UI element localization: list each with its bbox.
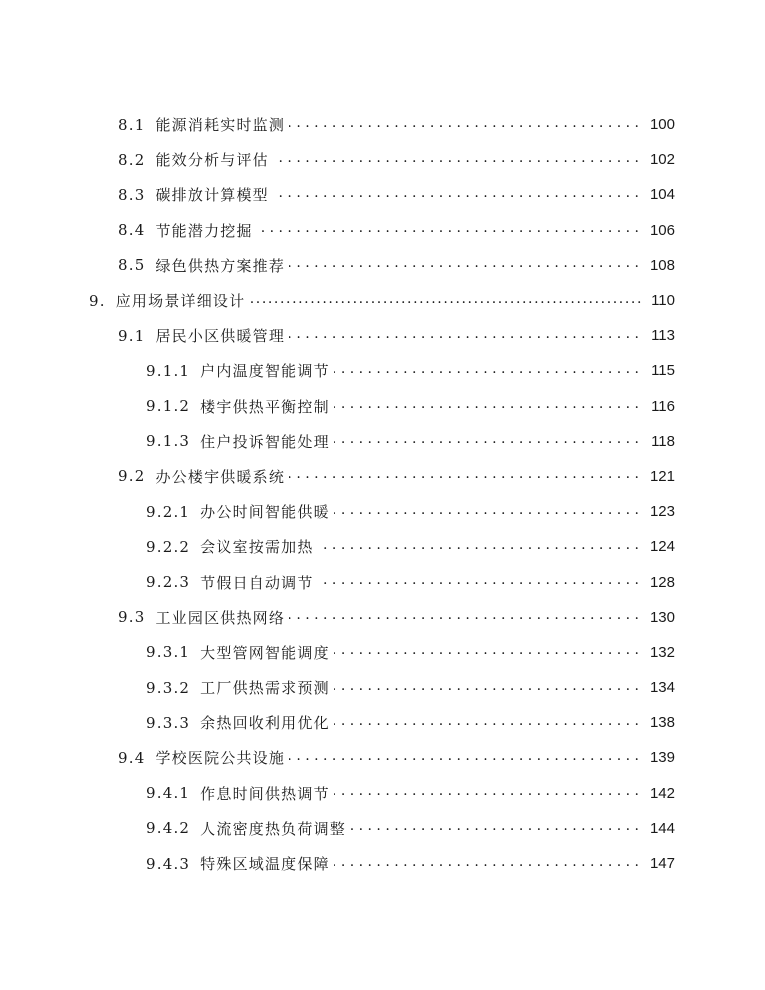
toc-entry[interactable] bbox=[0, 740, 765, 775]
toc-entry-page-number: 128 bbox=[649, 573, 675, 591]
toc-entry-number: 8.5 bbox=[118, 256, 146, 275]
toc-entry-number: 9.1.3 bbox=[146, 432, 191, 451]
toc-entry[interactable] bbox=[0, 283, 765, 318]
toc-entry-page-number: 110 bbox=[651, 292, 675, 310]
toc-entry-number: 9.4.3 bbox=[146, 854, 191, 873]
toc-entry-title: 碳排放计算模型 bbox=[155, 186, 269, 205]
toc-entry-title: 工业园区供热网络 bbox=[155, 608, 286, 627]
toc-entry-number: 9.2.1 bbox=[146, 502, 191, 521]
toc-entry[interactable] bbox=[0, 353, 765, 388]
toc-entry-number: 9.4 bbox=[118, 748, 146, 767]
toc-dot-leader bbox=[334, 855, 639, 873]
toc-entry-title: 学校医院公共设施 bbox=[155, 749, 286, 768]
toc-entry-page-number: 100 bbox=[649, 116, 675, 134]
toc-entry-page-number: 104 bbox=[649, 186, 675, 204]
toc-entry-page-number: 132 bbox=[649, 643, 675, 661]
toc-dot-leader bbox=[334, 714, 639, 732]
toc-dot-leader bbox=[289, 256, 639, 274]
toc-entry-page-number: 113 bbox=[651, 327, 675, 345]
toc-dot-leader bbox=[350, 819, 639, 837]
toc-dot-leader bbox=[334, 432, 639, 450]
toc-entry[interactable] bbox=[0, 811, 765, 846]
toc-entry-page-number: 115 bbox=[651, 362, 675, 380]
toc-dot-leader bbox=[289, 608, 639, 626]
toc-dot-leader bbox=[273, 151, 639, 169]
toc-dot-leader bbox=[257, 221, 639, 239]
toc-entry-number: 9.2 bbox=[118, 467, 146, 486]
toc-entry-title: 会议室按需加热 bbox=[200, 538, 314, 557]
toc-entry[interactable] bbox=[0, 705, 765, 740]
toc-entry[interactable] bbox=[0, 564, 765, 599]
toc-entry-number: 9.3.3 bbox=[146, 713, 191, 732]
toc-entry-number: 9.1.1 bbox=[146, 361, 191, 380]
toc-entry-page-number: 118 bbox=[651, 432, 675, 450]
toc-entry[interactable] bbox=[0, 776, 765, 811]
toc-entry[interactable] bbox=[0, 529, 765, 564]
toc-entry-page-number: 144 bbox=[649, 819, 675, 837]
toc-entry-number: 8.4 bbox=[118, 221, 146, 240]
toc-entry[interactable] bbox=[0, 846, 765, 881]
toc-entry-title: 应用场景详细设计 bbox=[115, 292, 246, 311]
toc-entry[interactable] bbox=[0, 389, 765, 424]
toc-entry-title: 工厂供热需求预测 bbox=[200, 679, 330, 698]
toc-dot-leader bbox=[334, 503, 639, 521]
toc-dot-leader bbox=[334, 397, 639, 415]
toc-entry-title: 大型管网智能调度 bbox=[200, 643, 330, 662]
toc-entry-title: 节能潜力挖掘 bbox=[155, 221, 253, 240]
toc-dot-leader bbox=[318, 538, 639, 556]
toc-entry-number: 9.2.3 bbox=[146, 573, 191, 592]
toc-dot-leader bbox=[318, 573, 639, 591]
toc-entry-title: 户内温度智能调节 bbox=[200, 362, 330, 381]
toc-entry-number: 9.3 bbox=[118, 608, 146, 627]
toc-entry[interactable] bbox=[0, 107, 765, 142]
toc-entry-number: 8.2 bbox=[118, 150, 146, 169]
toc-entry[interactable] bbox=[0, 248, 765, 283]
toc-entry-page-number: 147 bbox=[649, 855, 675, 873]
toc-entry[interactable] bbox=[0, 670, 765, 705]
toc-dot-leader bbox=[273, 186, 639, 204]
toc-entry[interactable] bbox=[0, 459, 765, 494]
toc-entry[interactable] bbox=[0, 494, 765, 529]
toc-dot-leader bbox=[289, 467, 639, 485]
toc-dot-leader bbox=[289, 327, 639, 345]
toc-entry-title: 办公时间智能供暖 bbox=[200, 503, 330, 522]
table-of-contents bbox=[0, 107, 765, 881]
toc-entry-page-number: 134 bbox=[649, 679, 675, 697]
toc-entry-title: 居民小区供暖管理 bbox=[155, 327, 286, 346]
toc-entry-page-number: 106 bbox=[649, 221, 675, 239]
toc-entry-page-number: 102 bbox=[649, 151, 675, 169]
toc-entry-number: 8.1 bbox=[118, 115, 146, 134]
toc-entry-page-number: 123 bbox=[649, 503, 675, 521]
toc-entry-number: 9.3.2 bbox=[146, 678, 191, 697]
toc-entry-page-number: 142 bbox=[649, 784, 675, 802]
toc-entry[interactable] bbox=[0, 318, 765, 353]
toc-entry-page-number: 139 bbox=[649, 749, 675, 767]
toc-entry-number: 9. bbox=[89, 291, 106, 310]
toc-entry-title: 绿色供热方案推荐 bbox=[155, 256, 286, 275]
toc-entry-page-number: 130 bbox=[649, 608, 675, 626]
toc-entry[interactable] bbox=[0, 213, 765, 248]
toc-entry-number: 9.4.1 bbox=[146, 784, 191, 803]
toc-entry-number: 9.4.2 bbox=[146, 819, 191, 838]
toc-entry[interactable] bbox=[0, 600, 765, 635]
toc-entry-title: 楼宇供热平衡控制 bbox=[200, 397, 330, 416]
toc-dot-leader bbox=[289, 116, 639, 134]
toc-entry-number: 8.3 bbox=[118, 185, 146, 204]
toc-entry-title: 办公楼宇供暖系统 bbox=[155, 467, 286, 486]
toc-entry-page-number: 138 bbox=[649, 714, 675, 732]
toc-entry-title: 住户投诉智能处理 bbox=[200, 432, 330, 451]
toc-entry-page-number: 124 bbox=[649, 538, 675, 556]
toc-entry-title: 作息时间供热调节 bbox=[200, 784, 330, 803]
toc-entry-page-number: 121 bbox=[649, 467, 675, 485]
toc-entry-number: 9.1 bbox=[118, 326, 146, 345]
toc-dot-leader bbox=[334, 643, 639, 661]
toc-entry-title: 节假日自动调节 bbox=[200, 573, 314, 592]
toc-entry-title: 特殊区域温度保障 bbox=[200, 855, 330, 874]
toc-entry-page-number: 108 bbox=[649, 256, 675, 274]
toc-dot-leader bbox=[334, 784, 639, 802]
toc-entry-number: 9.3.1 bbox=[146, 643, 191, 662]
toc-entry[interactable] bbox=[0, 177, 765, 212]
toc-dot-leader bbox=[334, 362, 639, 380]
toc-entry-title: 能源消耗实时监测 bbox=[155, 116, 286, 135]
toc-entry-number: 9.1.2 bbox=[146, 397, 191, 416]
toc-dot-leader bbox=[334, 679, 639, 697]
toc-entry-page-number: 116 bbox=[651, 397, 675, 415]
toc-entry[interactable] bbox=[0, 635, 765, 670]
toc-dot-leader bbox=[289, 749, 639, 767]
toc-entry-title: 余热回收利用优化 bbox=[200, 714, 330, 733]
toc-entry-number: 9.2.2 bbox=[146, 537, 191, 556]
toc-entry-title: 能效分析与评估 bbox=[155, 151, 269, 170]
toc-entry-title: 人流密度热负荷调整 bbox=[200, 819, 346, 838]
toc-dot-leader bbox=[249, 292, 643, 310]
toc-entry[interactable] bbox=[0, 424, 765, 459]
toc-entry[interactable] bbox=[0, 142, 765, 177]
